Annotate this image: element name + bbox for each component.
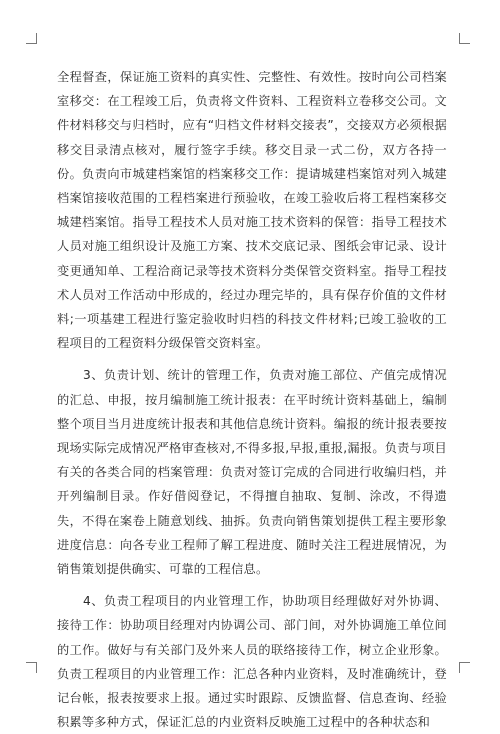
crop-mark-top-left: [26, 33, 37, 44]
crop-mark-bottom-right: [459, 662, 470, 673]
document-body: [57, 65, 447, 734]
crop-mark-bottom-left: [26, 662, 37, 673]
paragraph-planning-statistics: 3、负责计划、统计的管理工作，负责对施工部位、产值完成情况的汇总、申报，按月编制施工统计报表：在平时统计资料基础上，编制整个项目当月进度统计报表和其他信息统计资料。编报的统计报表要按现场实际完成情况严格审查核对,不得多报,早报,重报,漏报。负责与项目有关的各类合同的档案管理：负责对签订完成的合同进行收编归档，并开列编制目录。作好借阅登记，不得擅自抽取、复制、涂改，不得遗失，不得在案卷上随意划线、抽拆。负责向销售策划提供工程主要形象进度信息：向各专业工程师了解工程进度、随时关注工程进展情况，为销售策划提供确实、可靠的工程信息。: [57, 368, 447, 577]
paragraph-internal-management: 4、负责工程项目的内业管理工作，协助项目经理做好对外协调、接待工作：协助项目经理对内协调公司、部门间，对外协调施工单位间的工作。做好与有关部门及外来人员的联络接待工作，树立企业形象。负责工程项目的内业管理工作：汇总各种内业资料，及时准确统计，登记台帐，报表按要求上报。通过实时跟踪、反馈监督、信息查询、经验积累等多种方式，保证汇总的内业资料反映施工过程中的各种状态和: [57, 594, 447, 730]
paragraph-archive-handover: 全程督查，保证施工资料的真实性、完整性、有效性。按时向公司档案室移交：在工程竣工后，负责将文件资料、工程资料立卷移交公司。文件材料移交与归档时，应有“归档文件材料交接表”，交接双方必须根据移交目录清点核对，履行签字手续。移交目录一式二份，双方各持一份。负责向市城建档案馆的档案移交工作：提请城建档案馆对列入城建档案馆接收范围的工程档案进行预验收，在竣工验收后将工程档案移交城建档案馆。指导工程技术人员对施工技术资料的保管：指导工程技术人员对施工组织设计及施工方案、技术交底记录、图纸会审记录、设计变更通知单、工程洽商记录等技术资料分类保管交资料室。指导工程技术人员对工作活动中形成的，经过办理完毕的，具有保存价值的文件材料;一项基建工程进行鉴定验收时归档的科技文件材料;已竣工验收的工程项目的工程资料分级保管交资料室。: [57, 70, 447, 351]
crop-mark-top-right: [459, 33, 470, 44]
